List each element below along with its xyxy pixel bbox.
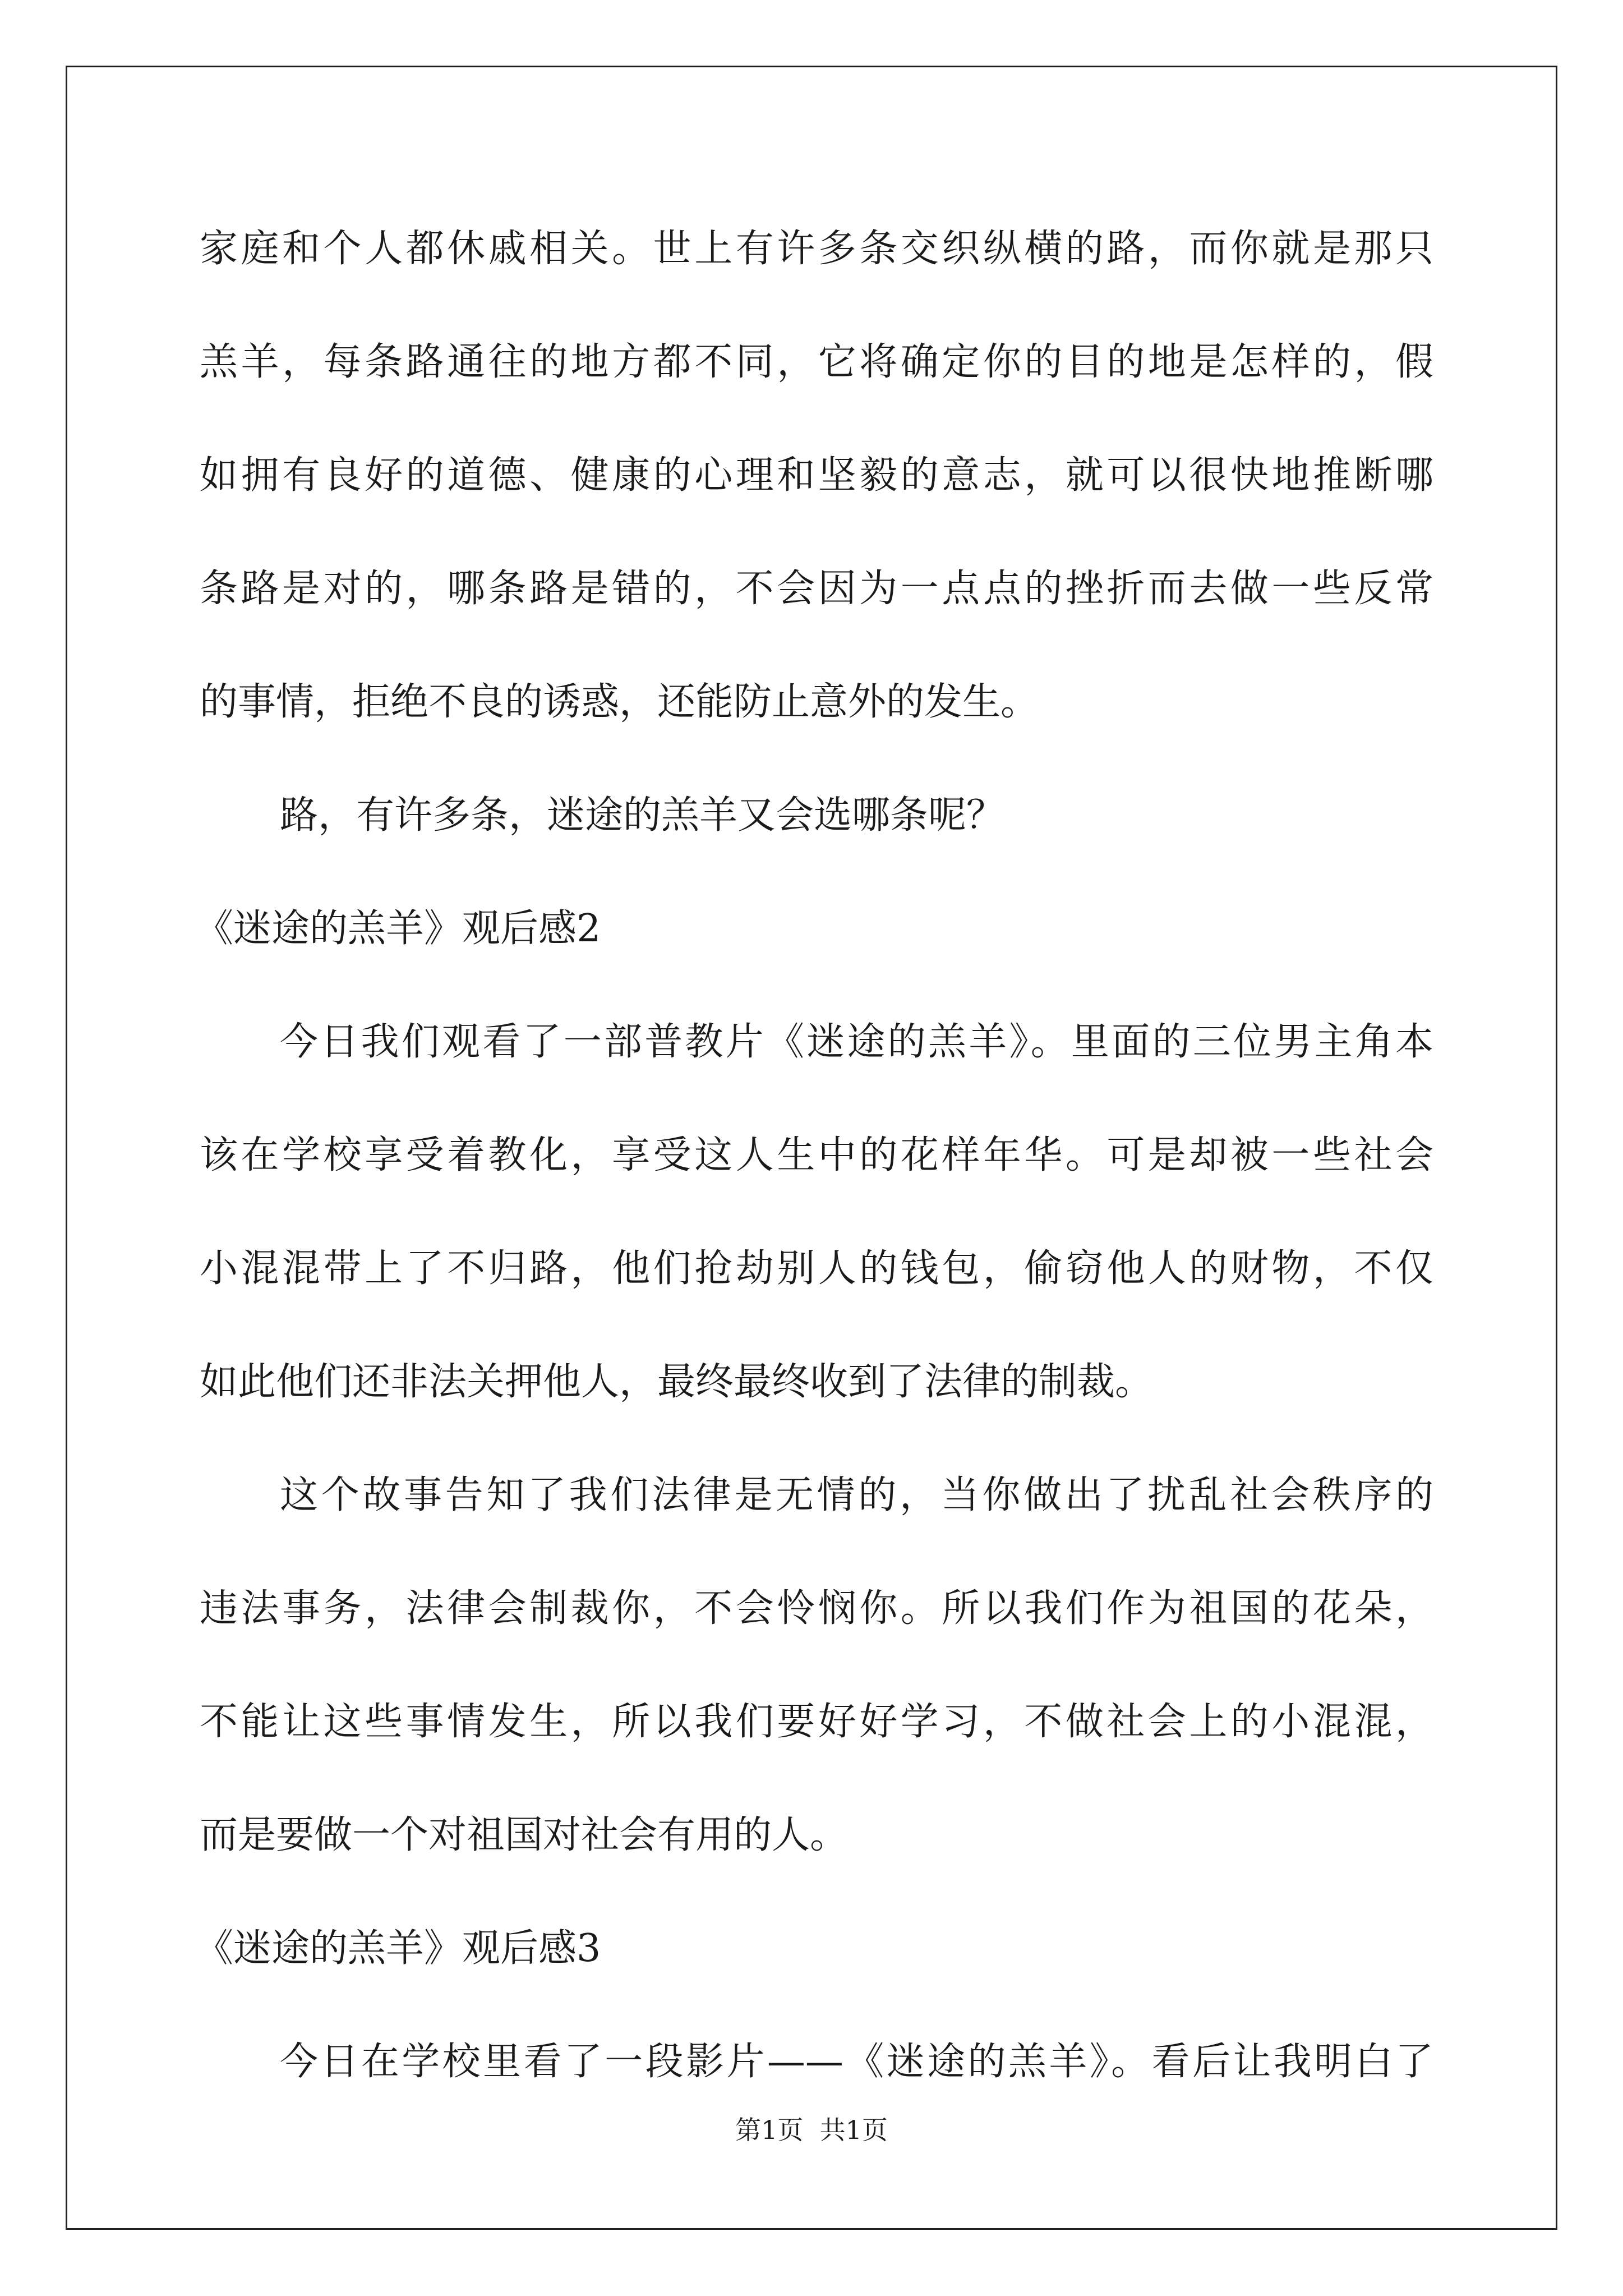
paragraph-line: 这个故事告知了我们法律是无情的，当你做出了扰乱社会秩序的 xyxy=(280,1473,1433,1517)
paragraph-line: 不能让这些事情发生，所以我们要好好学习，不做社会上的小混混， xyxy=(200,1700,1433,1744)
page-footer: 第1页 共1页 xyxy=(735,2115,888,2145)
paragraph-line: 家庭和个人都休戚相关。世上有许多条交织纵横的路，而你就是那只 xyxy=(200,227,1433,271)
paragraph-line: 而是要做一个对祖国对社会有用的人。 xyxy=(200,1813,849,1857)
paragraph-line: 如拥有良好的道德、健康的心理和坚毅的意志，就可以很快地推断哪 xyxy=(200,453,1433,498)
paragraph-line: 条路是对的，哪条路是错的，不会因为一点点的挫折而去做一些反常 xyxy=(200,567,1433,611)
paragraph-line: 今日在学校里看了一段影片——《迷途的羔羊》。看后让我明白了 xyxy=(280,2040,1433,2084)
paragraph-line: 违法事务，法律会制裁你，不会怜悯你。所以我们作为祖国的花朵， xyxy=(200,1586,1433,1631)
section-heading: 《迷途的羔羊》观后感2 xyxy=(195,907,601,951)
section-heading: 《迷途的羔羊》观后感3 xyxy=(195,1926,601,1971)
paragraph-line: 羔羊，每条路通往的地方都不同，它将确定你的目的地是怎样的，假 xyxy=(200,340,1433,384)
paragraph-line: 的事情，拒绝不良的诱惑，还能防止意外的发生。 xyxy=(200,680,1039,724)
paragraph-line: 今日我们观看了一部普教片《迷途的羔羊》。里面的三位男主角本 xyxy=(280,1020,1433,1064)
paragraph-line: 如此他们还非法关押他人，最终最终收到了法律的制裁。 xyxy=(200,1360,1154,1404)
paragraph-line: 该在学校享受着教化，享受这人生中的花样年华。可是却被一些社会 xyxy=(200,1133,1433,1177)
paragraph-line: 小混混带上了不归路，他们抢劫别人的钱包，偷窃他人的财物，不仅 xyxy=(200,1246,1433,1291)
paragraph-line: 路，有许多条，迷途的羔羊又会选哪条呢？ xyxy=(280,793,1005,838)
